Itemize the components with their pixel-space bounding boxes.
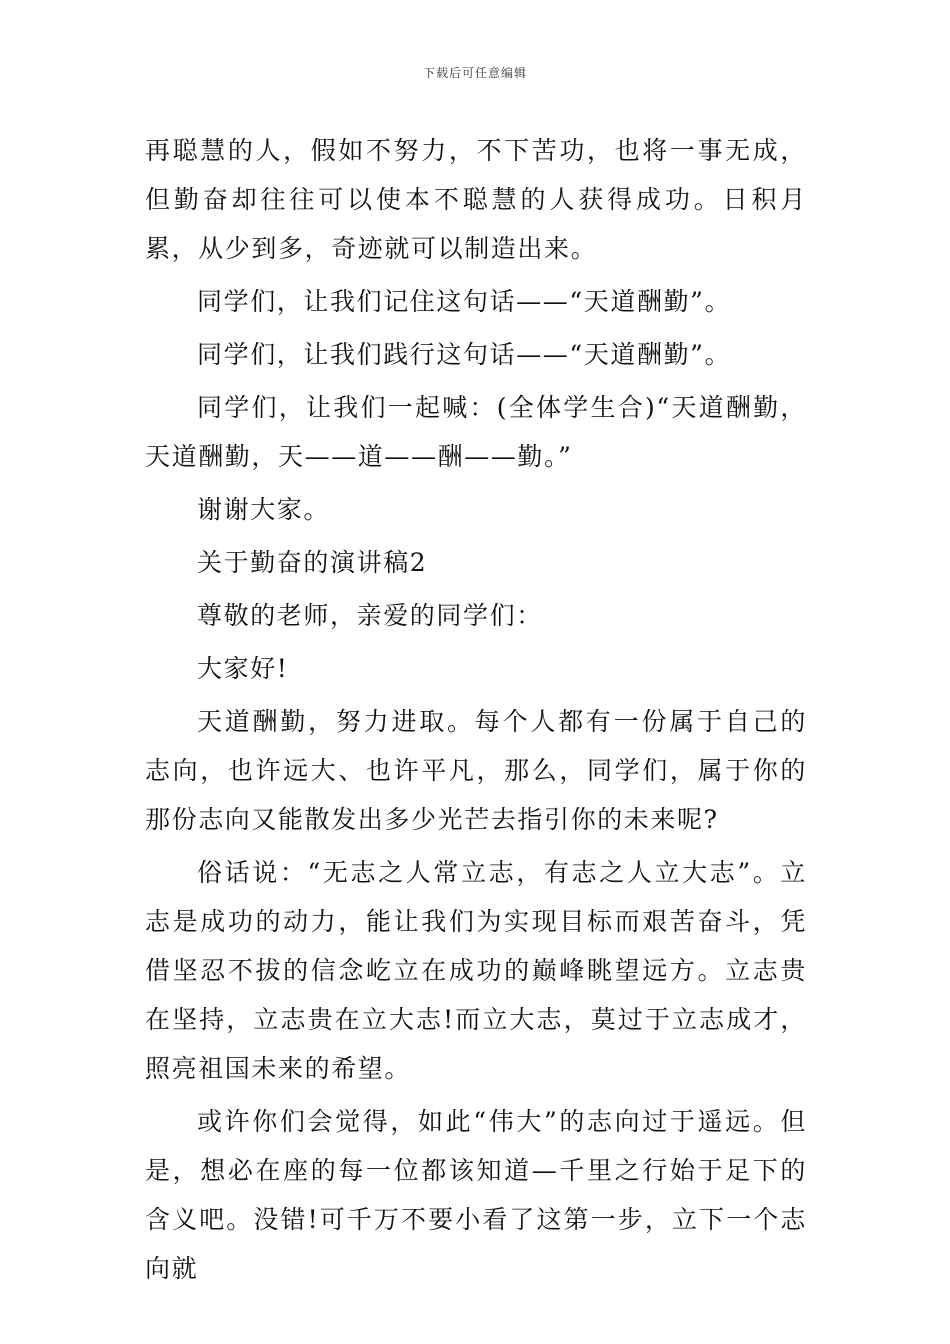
salutation: 尊敬的老师，亲爱的同学们： [197, 601, 543, 630]
paragraph-4: 同学们，让我们一起喊：(全体学生合)“天道酬勤，天道酬勤，天——道——酬——勤。” [145, 393, 807, 471]
page-header-note: 下载后可任意编辑 [422, 66, 527, 80]
paragraph-1: 再聪慧的人，假如不努力，不下苦功，也将一事无成，但勤奋却往往可以使本不聪慧的人获得成功。日积月累，从少到多，奇迹就可以制造出来。 [145, 136, 807, 263]
section-title: 关于勤奋的演讲稿2 [197, 548, 428, 577]
paragraph-10: 俗话说：“无志之人常立志，有志之人立大志”。立志是成功的动力，能让我们为实现目标而艰苦奋斗，凭借坚忍不拔的信念屹立在成功的巅峰眺望远方。立志贵在坚持，立志贵在立大志!而立大志，莫过于立志成才，照亮祖国未来的希望。 [145, 858, 807, 1083]
paragraph-5: 谢谢大家。 [197, 495, 331, 524]
paragraph-11: 或许你们会觉得，如此“伟大”的志向过于遥远。但是，想必在座的每一位都该知道—千里之行始于足下的含义吧。没错!可千万不要小看了这第一步，立下一个志向就 [145, 1107, 807, 1283]
paragraph-9: 天道酬勤，努力进取。每个人都有一份属于自己的志向，也许远大、也许平凡，那么，同学们，属于你的那份志向又能散发出多少光芒去指引你的未来呢? [145, 707, 807, 834]
greeting: 大家好! [197, 654, 289, 683]
paragraph-3: 同学们，让我们践行这句话——“天道酬勤”。 [197, 340, 732, 369]
paragraph-2: 同学们，让我们记住这句话——“天道酬勤”。 [197, 287, 732, 316]
document-body [145, 126, 807, 1293]
